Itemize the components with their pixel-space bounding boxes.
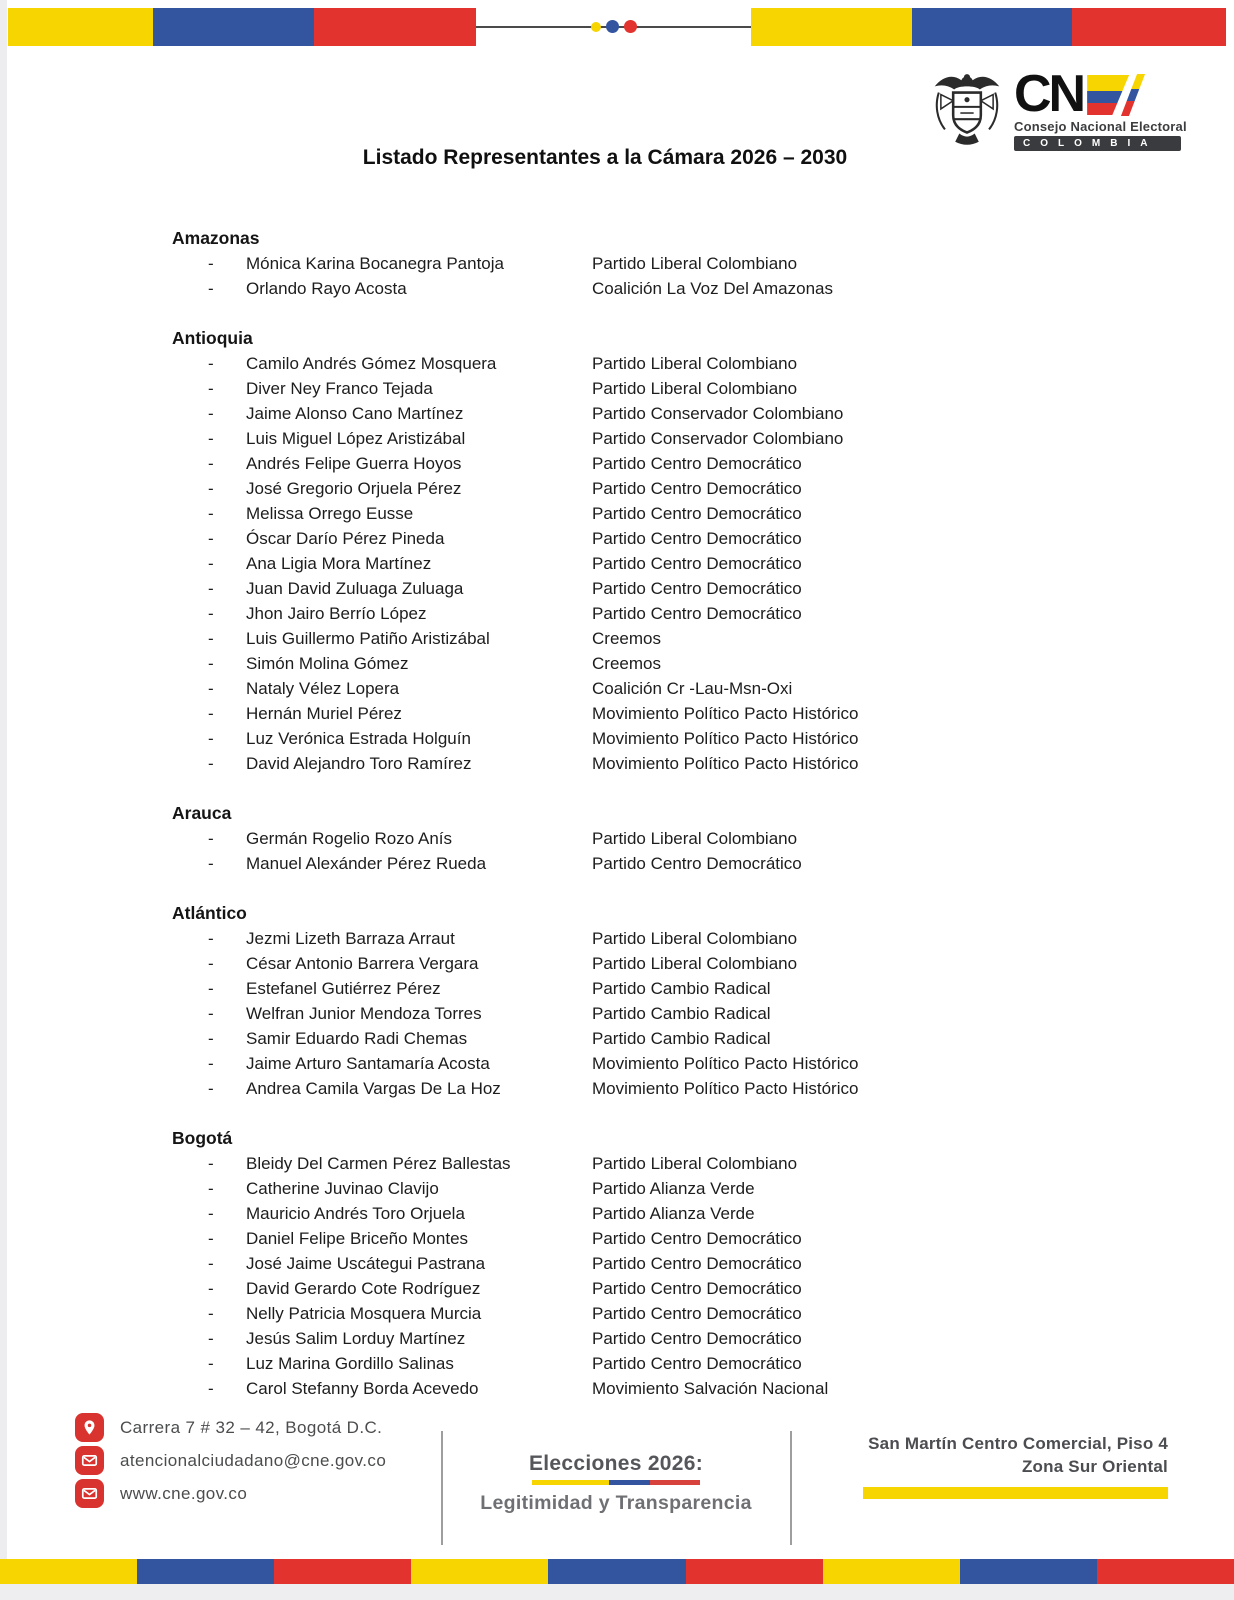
campaign-subtitle: Legitimidad y Transparencia [480,1492,752,1514]
tricolor-underline [532,1480,700,1485]
representative-row [172,601,1204,626]
party-name: Partido Liberal Colombiano [592,1154,798,1173]
representative-row [172,976,1204,1001]
party-name: Partido Centro Democrático [592,1229,802,1248]
party-name: Partido Conservador Colombiano [592,404,844,423]
representative-name: Melissa Orrego Eusse [246,504,414,523]
representative-row [172,1226,1204,1251]
representative-name: Juan David Zuluaga Zuluaga [246,579,464,598]
top-flag-bar-right [751,8,1226,46]
representative-row [172,851,1204,876]
list-dash: - [208,554,214,573]
representative-name: Samir Eduardo Radi Chemas [246,1029,468,1048]
representative-name: Germán Rogelio Rozo Anís [246,829,452,848]
party-name: Partido Centro Democrático [592,1354,802,1373]
list-dash: - [208,404,214,423]
party-name: Partido Liberal Colombiano [592,929,798,948]
party-name: Partido Centro Democrático [592,504,802,523]
representative-name: Óscar Darío Pérez Pineda [246,529,445,548]
representative-row [172,951,1204,976]
party-name: Partido Centro Democrático [592,529,802,548]
representative-name: Carol Stefanny Borda Acevedo [246,1379,479,1398]
party-name: Movimiento Político Pacto Histórico [592,729,859,748]
party-name: Partido Alianza Verde [592,1179,755,1198]
representative-row [172,1251,1204,1276]
flag-segment-blue [912,8,1072,46]
flag-segment-red [1072,8,1226,46]
yellow-highlight-bar [863,1487,1168,1499]
party-name: Coalición Cr -Lau-Msn-Oxi [592,679,793,698]
representatives-list [172,226,1204,1426]
representative-row [172,526,1204,551]
representative-name: César Antonio Barrera Vergara [246,954,479,973]
representative-name: Daniel Felipe Briceño Montes [246,1229,469,1248]
list-dash: - [208,1304,214,1323]
member-rows [172,351,1204,776]
member-rows [172,251,1204,301]
list-dash: - [208,1229,214,1248]
location-line2: Zona Sur Oriental [1021,1457,1168,1476]
cne-logo [928,65,1187,154]
list-dash: - [208,729,214,748]
representative-name: David Gerardo Cote Rodríguez [246,1279,481,1298]
campaign-block [442,1452,790,1515]
party-name: Movimiento Político Pacto Histórico [592,1054,859,1073]
email-text: atencionalciudadano@cne.gov.co [120,1450,387,1470]
representative-name: David Alejandro Toro Ramírez [246,754,472,773]
representative-row [172,1276,1204,1301]
representative-row [172,1026,1204,1051]
department-header: Amazonas [172,228,260,248]
top-flag-bar-left [8,8,476,46]
list-dash: - [208,579,214,598]
party-name: Movimiento Político Pacto Histórico [592,704,859,723]
address-text: Carrera 7 # 32 – 42, Bogotá D.C. [120,1417,383,1437]
flag-e-icon [1087,75,1139,115]
representative-name: Jaime Arturo Santamaría Acosta [246,1054,490,1073]
representative-name: Diver Ney Franco Tejada [246,379,433,398]
representative-name: Jezmi Lizeth Barraza Arraut [246,929,455,948]
representative-name: José Gregorio Orjuela Pérez [246,479,462,498]
list-dash: - [208,1054,214,1073]
flag-segment-yellow [8,8,153,46]
representative-row [172,351,1204,376]
representative-name: Catherine Juvinao Clavijo [246,1179,439,1198]
list-dash: - [208,829,214,848]
representative-row [172,1076,1204,1101]
list-dash: - [208,1029,214,1048]
party-name: Partido Cambio Radical [592,979,771,998]
member-rows [172,926,1204,1101]
party-name: Partido Centro Democrático [592,854,802,873]
representative-row [172,1176,1204,1201]
red-dot-icon [624,20,637,33]
location-line1: San Martín Centro Comercial, Piso 4 [868,1434,1168,1453]
representative-row [172,501,1204,526]
party-name: Partido Cambio Radical [592,1004,771,1023]
website-text: www.cne.gov.co [120,1483,248,1503]
flag-segment-blue [153,8,314,46]
list-dash: - [208,979,214,998]
representative-row [172,726,1204,751]
flag-segment-red [314,8,476,46]
location-pin-icon [75,1413,104,1442]
list-dash: - [208,1179,214,1198]
representative-name: Jesús Salim Lorduy Martínez [246,1329,466,1348]
flag-segment-yellow [751,8,912,46]
representative-name: Nelly Patricia Mosquera Murcia [246,1304,482,1323]
list-dash: - [208,754,214,773]
department-header: Arauca [172,803,232,823]
representative-name: Hernán Muriel Pérez [246,704,402,723]
representative-row [172,476,1204,501]
page-title: Listado Representantes a la Cámara 2026 – 2030 [362,146,848,169]
department-section [172,226,1204,301]
address-row [75,1413,386,1442]
party-name: Partido Centro Democrático [592,1279,802,1298]
party-name: Movimiento Político Pacto Histórico [592,1079,859,1098]
representative-name: Manuel Alexánder Pérez Rueda [246,854,487,873]
representative-name: Luz Marina Gordillo Salinas [246,1354,454,1373]
logo-acronym: CN [1014,65,1084,123]
list-dash: - [208,854,214,873]
footer-divider-right [790,1431,792,1545]
representative-name: Bleidy Del Carmen Pérez Ballestas [246,1154,511,1173]
logo-org-name: Consejo Nacional Electoral [1014,119,1187,134]
party-name: Partido Conservador Colombiano [592,429,844,448]
representative-row [172,1151,1204,1176]
party-name: Partido Centro Democrático [592,1329,802,1348]
representative-row [172,551,1204,576]
email-row [75,1446,386,1475]
representative-name: Jhon Jairo Berrío López [246,604,427,623]
representative-row [172,451,1204,476]
representative-row [172,401,1204,426]
representative-name: Orlando Rayo Acosta [246,279,407,298]
party-name: Partido Liberal Colombiano [592,954,798,973]
representative-row [172,651,1204,676]
party-name: Creemos [592,654,661,673]
list-dash: - [208,1079,214,1098]
list-dash: - [208,1279,214,1298]
list-dash: - [208,379,214,398]
department-section [172,326,1204,776]
representative-name: Camilo Andrés Gómez Mosquera [246,354,497,373]
representative-row [172,1001,1204,1026]
member-rows [172,826,1204,876]
list-dash: - [208,1329,214,1348]
party-name: Movimiento Político Pacto Histórico [592,754,859,773]
party-name: Partido Centro Democrático [592,454,802,473]
list-dash: - [208,679,214,698]
representative-name: Jaime Alonso Cano Martínez [246,404,464,423]
representative-name: Andrea Camila Vargas De La Hoz [246,1079,501,1098]
representative-row [172,1201,1204,1226]
representative-row [172,676,1204,701]
representative-name: José Jaime Uscátegui Pastrana [246,1254,486,1273]
representative-name: Mauricio Andrés Toro Orjuela [246,1204,465,1223]
representative-row [172,251,1204,276]
party-name: Partido Cambio Radical [592,1029,771,1048]
department-section [172,1126,1204,1401]
department-header: Antioquia [172,328,253,348]
representative-row [172,1326,1204,1351]
party-name: Partido Liberal Colombiano [592,354,798,373]
list-dash: - [208,604,214,623]
party-name: Partido Centro Democrático [592,579,802,598]
representative-name: Luis Guillermo Patiño Aristizábal [246,629,490,648]
list-dash: - [208,429,214,448]
representative-name: Ana Ligia Mora Martínez [246,554,432,573]
list-dash: - [208,1154,214,1173]
list-dash: - [208,1379,214,1398]
representative-name: Andrés Felipe Guerra Hoyos [246,454,462,473]
party-name: Partido Centro Democrático [592,479,802,498]
list-dash: - [208,1254,214,1273]
list-dash: - [208,954,214,973]
logo-country-band: COLOMBIA [1014,136,1181,151]
representative-name: Luz Verónica Estrada Holguín [246,729,471,748]
representative-row [172,1376,1204,1401]
envelope-icon [75,1479,104,1508]
list-dash: - [208,254,214,273]
scan-edge [0,0,7,1584]
yellow-dot-icon [591,22,601,32]
representative-row [172,926,1204,951]
list-dash: - [208,654,214,673]
colombia-coat-of-arms-icon [928,70,1006,154]
list-dash: - [208,1004,214,1023]
list-dash: - [208,704,214,723]
member-rows [172,1151,1204,1401]
representative-name: Welfran Junior Mendoza Torres [246,1004,482,1023]
representative-row [172,751,1204,776]
list-dash: - [208,454,214,473]
party-name: Coalición La Voz Del Amazonas [592,279,833,298]
representative-name: Nataly Vélez Lopera [246,679,400,698]
party-name: Partido Alianza Verde [592,1204,755,1223]
list-dash: - [208,479,214,498]
party-name: Partido Liberal Colombiano [592,254,798,273]
party-name: Partido Liberal Colombiano [592,379,798,398]
party-name: Partido Centro Democrático [592,554,802,573]
representative-row [172,1051,1204,1076]
website-row [75,1479,386,1508]
list-dash: - [208,504,214,523]
bottom-flag-bar [0,1559,1234,1584]
party-name: Creemos [592,629,661,648]
representative-name: Mónica Karina Bocanegra Pantoja [246,254,504,273]
department-header: Atlántico [172,903,247,923]
list-dash: - [208,1354,214,1373]
representative-row [172,426,1204,451]
party-name: Partido Liberal Colombiano [592,829,798,848]
contact-block [75,1413,386,1512]
list-dash: - [208,629,214,648]
party-name: Partido Centro Democrático [592,604,802,623]
list-dash: - [208,279,214,298]
representative-row [172,576,1204,601]
location-block [863,1432,1168,1499]
representative-row [172,701,1204,726]
representative-name: Luis Miguel López Aristizábal [246,429,466,448]
list-dash: - [208,1204,214,1223]
blue-dot-icon [606,20,619,33]
list-dash: - [208,529,214,548]
list-dash: - [208,929,214,948]
party-name: Partido Centro Democrático [592,1254,802,1273]
representative-name: Simón Molina Gómez [246,654,409,673]
campaign-title: Elecciones 2026: [528,1452,704,1475]
party-name: Movimiento Salvación Nacional [592,1379,829,1398]
department-header: Bogotá [172,1128,233,1148]
representative-row [172,1301,1204,1326]
representative-row [172,376,1204,401]
department-section [172,901,1204,1101]
representative-row [172,276,1204,301]
list-dash: - [208,354,214,373]
party-name: Partido Centro Democrático [592,1304,802,1323]
representative-row [172,1351,1204,1376]
representative-row [172,626,1204,651]
envelope-icon [75,1446,104,1475]
department-section [172,801,1204,876]
representative-name: Estefanel Gutiérrez Pérez [246,979,441,998]
representative-row [172,826,1204,851]
